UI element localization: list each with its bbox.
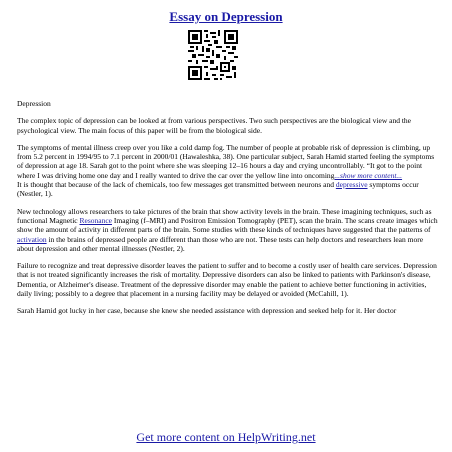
essay-paragraph-treatment: Failure to recognize and treat depressive disorder leaves the patient to suffer and to become a costly user of health care services. Depression that is not treated significantly increases the risk of mortality. Depressive disorders can also be linked to patients with Parkinson's disease, Dementia, or Alzheimer's disease. Treatment of the depressive disorder may enable the patient to achieve better functioning in activities, daily living; possibly to a degree that placement in a nursing facility may be delayed or avoided (McCahill, 1). <box>17 261 437 299</box>
paragraph-text: Imaging (f–MRI) and Positron Emission Tomography (PET), scan the brain. The scans create images which show the amount of activity in different parts of the brain. Some studies with these kinds of techniques have suggested that the patterns of <box>17 215 438 235</box>
essay-heading: Depression <box>17 99 51 108</box>
essay-paragraph-intro: The complex topic of depression can be looked at from various perspectives. Two such perspectives are the biological view and the psychological view. The main focus of this paper will be from the biological side. <box>17 116 412 135</box>
activation-link[interactable]: activation <box>17 234 47 244</box>
depressive-link[interactable]: depressive <box>335 180 368 190</box>
essay-paragraph-conclusion: Sarah Hamid got lucky in her case, because she knew she needed assistance with depression and seeked help for it. Her doctor <box>17 306 397 316</box>
essay-paragraph-symptoms <box>17 143 439 199</box>
paragraph-text: It is thought that because of the lack of chemicals, too few messages get transmitted between neurons and <box>17 180 334 190</box>
paragraph-text: symptoms occur (Nestler, 1). <box>17 180 419 199</box>
essay-title-link[interactable]: Essay on Depression <box>169 9 283 24</box>
essay-paragraph-technology <box>17 207 439 253</box>
qr-code-icon <box>188 30 238 80</box>
paragraph-text: The symptoms of mental illness creep over you like a cold damp fog. The number of people at probable risk of depression is climbing, up from 5.2 percent in 1994/95 to 7.1 percent in 2000/01 (Hawaleshka, 38). One particular subject, Sarah Hamid started feeling the symptoms of depression at age 18. Sarah got to the point where she was sleeping 12–16 hours a day and crying uncontrollably. “It got to the point where I was driving home one day and I really wanted to drive the car over the yellow line into oncoming <box>17 142 435 180</box>
paragraph-text: in the brains of depressed people are different than those who are not. These tests can help doctors and researchers lean more about depression and other mental illnesses (Nestler, 2). <box>17 234 424 253</box>
show-more-content-link[interactable]: ...show more content... <box>334 170 403 180</box>
get-more-content-link[interactable]: Get more content on HelpWriting.net <box>136 430 316 444</box>
paragraph-text: New technology allows researchers to take pictures of the brain that show activity levels in the brain. These imagining techniques, such as functional Magnetic <box>17 206 432 225</box>
resonance-link[interactable]: Resonance <box>79 215 112 225</box>
essay-body <box>17 99 439 324</box>
